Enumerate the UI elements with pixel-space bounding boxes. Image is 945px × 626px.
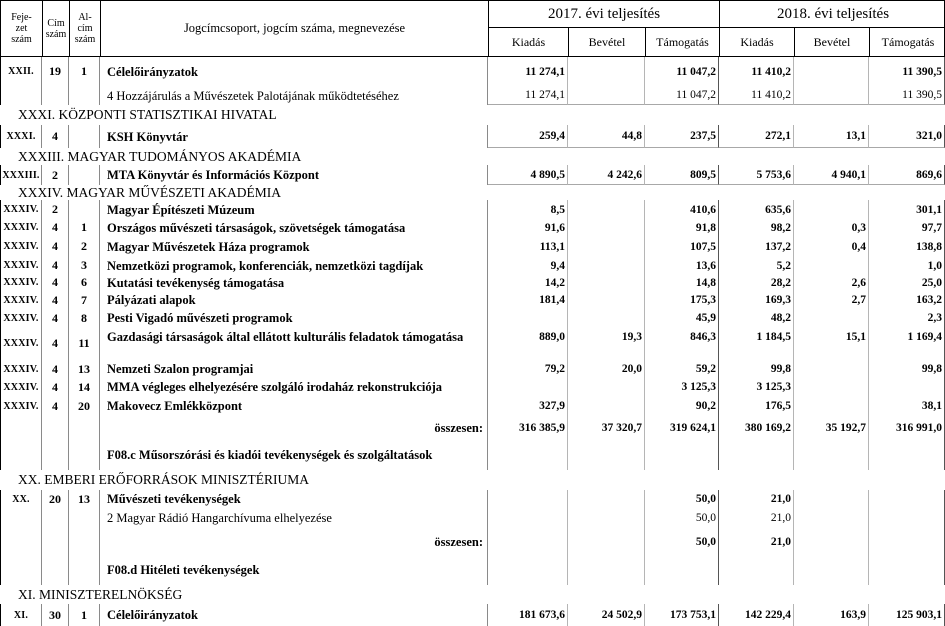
value-cell-tamogatas-2017 bbox=[645, 440, 719, 470]
section-header-row bbox=[0, 148, 945, 165]
cim-cell: 4 bbox=[42, 236, 69, 257]
section-header-row bbox=[0, 185, 945, 200]
name-cell: Kutatási tevékenység támogatása bbox=[100, 274, 488, 291]
value-cell-tamogatas-2018: 25,0 bbox=[869, 274, 945, 291]
col-header-cim-szam: Cím szám bbox=[43, 1, 70, 56]
fejezet-cell: XXII. bbox=[0, 57, 42, 86]
fejezet-cell: XXXIII. bbox=[0, 165, 42, 185]
value-cell-kiadas-2018: 272,1 bbox=[719, 125, 794, 148]
value-cell-bevetel-2017 bbox=[568, 236, 645, 257]
value-cell-kiadas-2017: 11 274,1 bbox=[488, 86, 568, 105]
value-cell-bevetel-2017 bbox=[568, 86, 645, 105]
alcim-cell: 14 bbox=[69, 378, 100, 396]
fejezet-cell: XXXIV. bbox=[0, 309, 42, 327]
fejezet-cell: XXXIV. bbox=[0, 291, 42, 309]
value-cell-kiadas-2017: 113,1 bbox=[488, 236, 568, 257]
alcim-cell: 2 bbox=[69, 236, 100, 257]
value-cell-kiadas-2017 bbox=[488, 378, 568, 396]
section-title: XXXIII. MAGYAR TUDOMÁNYOS AKADÉMIA bbox=[18, 148, 302, 164]
value-cell-tamogatas-2017: 91,8 bbox=[645, 219, 719, 236]
alcim-cell: 20 bbox=[69, 396, 100, 416]
fejezet-cell: XXXIV. bbox=[0, 219, 42, 236]
cim-cell bbox=[42, 440, 69, 470]
value-cell-kiadas-2017: 11 274,1 bbox=[488, 57, 568, 86]
table-row bbox=[0, 165, 945, 185]
section-title: XX. EMBERI ERŐFORRÁSOK MINISZTÉRIUMA bbox=[18, 472, 310, 487]
value-cell-kiadas-2017: 14,2 bbox=[488, 274, 568, 291]
col-header-bevetel-2017: Bevétel bbox=[569, 28, 646, 56]
value-cell-bevetel-2017 bbox=[568, 528, 645, 555]
section-header-row bbox=[0, 470, 945, 490]
value-cell-kiadas-2018: 21,0 bbox=[719, 528, 794, 555]
cim-cell bbox=[42, 86, 69, 105]
value-cell-tamogatas-2018: 163,2 bbox=[869, 291, 945, 309]
value-cell-bevetel-2018 bbox=[794, 309, 869, 327]
cim-cell: 2 bbox=[42, 165, 69, 185]
alcim-cell bbox=[69, 440, 100, 470]
name-cell: Művészeti tevékenységek bbox=[100, 490, 488, 508]
value-cell-kiadas-2018: 98,2 bbox=[719, 219, 794, 236]
name-cell: MMA végleges elhelyezésére szolgáló irodaház rekonstrukciója bbox=[100, 378, 488, 396]
value-cell-bevetel-2018 bbox=[794, 528, 869, 555]
table-body bbox=[0, 57, 945, 626]
cim-cell: 20 bbox=[42, 490, 69, 508]
value-cell-tamogatas-2017: 175,3 bbox=[645, 291, 719, 309]
value-cell-bevetel-2017: 4 242,6 bbox=[568, 165, 645, 185]
table-row bbox=[0, 57, 945, 86]
cim-cell: 4 bbox=[42, 378, 69, 396]
cim-cell: 4 bbox=[42, 219, 69, 236]
table-row bbox=[0, 291, 945, 309]
name-cell: összesen: bbox=[100, 528, 488, 555]
value-cell-bevetel-2018: 15,1 bbox=[794, 327, 869, 360]
value-cell-bevetel-2017: 24 502,9 bbox=[568, 604, 645, 626]
cim-cell bbox=[42, 528, 69, 555]
value-cell-kiadas-2018: 21,0 bbox=[719, 508, 794, 528]
fejezet-cell bbox=[0, 86, 42, 105]
value-cell-bevetel-2017 bbox=[568, 291, 645, 309]
name-cell: 2 Magyar Rádió Hangarchívuma elhelyezése bbox=[100, 508, 488, 528]
fejezet-cell: XXXIV. bbox=[0, 236, 42, 257]
fejezet-cell: XI. bbox=[0, 604, 42, 626]
value-cell-bevetel-2018: 4 940,1 bbox=[794, 165, 869, 185]
value-cell-tamogatas-2018: 38,1 bbox=[869, 396, 945, 416]
value-cell-kiadas-2018: 3 125,3 bbox=[719, 378, 794, 396]
value-cell-tamogatas-2018: 301,1 bbox=[869, 200, 945, 219]
total-row bbox=[0, 528, 945, 555]
cim-cell: 30 bbox=[42, 604, 69, 626]
value-cell-tamogatas-2018: 138,8 bbox=[869, 236, 945, 257]
name-cell: Célelőirányzatok bbox=[100, 604, 488, 626]
value-cell-bevetel-2018 bbox=[794, 490, 869, 508]
value-cell-kiadas-2018: 21,0 bbox=[719, 490, 794, 508]
table-row bbox=[0, 125, 945, 148]
cim-cell bbox=[42, 416, 69, 440]
alcim-cell bbox=[69, 86, 100, 105]
table-row bbox=[0, 396, 945, 416]
fejezet-cell: XXXIV. bbox=[0, 327, 42, 360]
alcim-cell bbox=[69, 165, 100, 185]
total-row bbox=[0, 416, 945, 440]
value-cell-kiadas-2017: 327,9 bbox=[488, 396, 568, 416]
table-row bbox=[0, 490, 945, 508]
value-cell-kiadas-2018: 1 184,5 bbox=[719, 327, 794, 360]
note-row bbox=[0, 440, 945, 470]
value-cell-kiadas-2017: 181 673,6 bbox=[488, 604, 568, 626]
value-cell-bevetel-2018: 0,3 bbox=[794, 219, 869, 236]
value-cell-kiadas-2018: 11 410,2 bbox=[719, 86, 794, 105]
table-row bbox=[0, 274, 945, 291]
name-cell: Nemzeti Szalon programjai bbox=[100, 360, 488, 378]
value-cell-kiadas-2018: 137,2 bbox=[719, 236, 794, 257]
value-cell-tamogatas-2018: 99,8 bbox=[869, 360, 945, 378]
name-cell: F08.d Hitéleti tevékenységek bbox=[100, 555, 488, 585]
name-cell: KSH Könyvtár bbox=[100, 125, 488, 148]
value-cell-bevetel-2017: 44,8 bbox=[568, 125, 645, 148]
value-cell-kiadas-2017 bbox=[488, 555, 568, 585]
value-cell-kiadas-2018: 99,8 bbox=[719, 360, 794, 378]
table-row bbox=[0, 327, 945, 360]
value-cell-kiadas-2018: 176,5 bbox=[719, 396, 794, 416]
value-cell-tamogatas-2018: 2,3 bbox=[869, 309, 945, 327]
value-cell-kiadas-2017: 259,4 bbox=[488, 125, 568, 148]
value-cell-kiadas-2018: 169,3 bbox=[719, 291, 794, 309]
value-cell-bevetel-2018 bbox=[794, 360, 869, 378]
alcim-cell: 13 bbox=[69, 490, 100, 508]
fejezet-cell: XXXIV. bbox=[0, 360, 42, 378]
fejezet-cell bbox=[0, 528, 42, 555]
alcim-cell bbox=[69, 528, 100, 555]
table-row bbox=[0, 257, 945, 274]
cim-cell: 4 bbox=[42, 125, 69, 148]
cim-cell: 4 bbox=[42, 309, 69, 327]
cim-cell: 4 bbox=[42, 327, 69, 360]
table-row bbox=[0, 378, 945, 396]
value-cell-bevetel-2018 bbox=[794, 200, 869, 219]
col-header-bevetel-2018: Bevétel bbox=[795, 28, 870, 56]
value-cell-bevetel-2018: 2,7 bbox=[794, 291, 869, 309]
value-cell-bevetel-2018 bbox=[794, 555, 869, 585]
name-cell: Gazdasági társaságok által ellátott kulturális feladatok támogatása bbox=[100, 327, 488, 360]
value-cell-bevetel-2017: 20,0 bbox=[568, 360, 645, 378]
name-cell: Magyar Művészetek Háza programok bbox=[100, 236, 488, 257]
name-cell: MTA Könyvtár és Információs Központ bbox=[100, 165, 488, 185]
value-cell-tamogatas-2018 bbox=[869, 378, 945, 396]
value-cell-bevetel-2018: 163,9 bbox=[794, 604, 869, 626]
fejezet-cell bbox=[0, 416, 42, 440]
value-cell-bevetel-2018: 0,4 bbox=[794, 236, 869, 257]
col-header-alcim-szam: Al- cím szám bbox=[70, 1, 101, 56]
section-header-row bbox=[0, 105, 945, 125]
value-cell-tamogatas-2018 bbox=[869, 555, 945, 585]
value-cell-bevetel-2017: 19,3 bbox=[568, 327, 645, 360]
table-row bbox=[0, 219, 945, 236]
alcim-cell bbox=[69, 416, 100, 440]
alcim-cell: 7 bbox=[69, 291, 100, 309]
table-row bbox=[0, 360, 945, 378]
alcim-cell bbox=[69, 508, 100, 528]
value-cell-tamogatas-2017: 3 125,3 bbox=[645, 378, 719, 396]
section-title: XXXIV. MAGYAR MŰVÉSZETI AKADÉMIA bbox=[18, 185, 281, 200]
fejezet-cell: XXXI. bbox=[0, 125, 42, 148]
table-row bbox=[0, 508, 945, 528]
col-header-kiadas-2018: Kiadás bbox=[720, 28, 795, 56]
value-cell-tamogatas-2018: 97,7 bbox=[869, 219, 945, 236]
value-cell-bevetel-2017 bbox=[568, 508, 645, 528]
table-row bbox=[0, 236, 945, 257]
value-cell-bevetel-2018 bbox=[794, 257, 869, 274]
value-cell-tamogatas-2017 bbox=[645, 555, 719, 585]
value-cell-tamogatas-2018 bbox=[869, 440, 945, 470]
fejezet-cell bbox=[0, 555, 42, 585]
fejezet-cell: XXXIV. bbox=[0, 257, 42, 274]
fejezet-cell: XXXIV. bbox=[0, 200, 42, 219]
col-header-year-2017: 2017. évi teljesítés bbox=[489, 1, 720, 28]
value-cell-kiadas-2018: 48,2 bbox=[719, 309, 794, 327]
alcim-cell bbox=[69, 200, 100, 219]
value-cell-tamogatas-2018: 1 169,4 bbox=[869, 327, 945, 360]
value-cell-kiadas-2017: 4 890,5 bbox=[488, 165, 568, 185]
fejezet-cell: XXXIV. bbox=[0, 396, 42, 416]
alcim-cell: 1 bbox=[69, 219, 100, 236]
value-cell-tamogatas-2017: 11 047,2 bbox=[645, 57, 719, 86]
col-header-kiadas-2017: Kiadás bbox=[489, 28, 569, 56]
value-cell-kiadas-2018: 5 753,6 bbox=[719, 165, 794, 185]
value-cell-tamogatas-2017: 14,8 bbox=[645, 274, 719, 291]
value-cell-kiadas-2017: 316 385,9 bbox=[488, 416, 568, 440]
value-cell-bevetel-2017 bbox=[568, 274, 645, 291]
value-cell-tamogatas-2017: 50,0 bbox=[645, 490, 719, 508]
value-cell-kiadas-2017: 8,5 bbox=[488, 200, 568, 219]
name-cell: F08.c Műsorszórási és kiadói tevékenységek és szolgáltatások bbox=[100, 440, 488, 470]
value-cell-kiadas-2018: 142 229,4 bbox=[719, 604, 794, 626]
value-cell-bevetel-2018 bbox=[794, 440, 869, 470]
name-cell: összesen: bbox=[100, 416, 488, 440]
value-cell-kiadas-2017: 889,0 bbox=[488, 327, 568, 360]
value-cell-kiadas-2017: 79,2 bbox=[488, 360, 568, 378]
value-cell-tamogatas-2017: 13,6 bbox=[645, 257, 719, 274]
cim-cell: 4 bbox=[42, 291, 69, 309]
value-cell-kiadas-2017: 181,4 bbox=[488, 291, 568, 309]
value-cell-kiadas-2017 bbox=[488, 309, 568, 327]
value-cell-tamogatas-2017: 45,9 bbox=[645, 309, 719, 327]
value-cell-bevetel-2018 bbox=[794, 508, 869, 528]
col-header-megnevezes: Jogcímcsoport, jogcím száma, megnevezése bbox=[101, 1, 489, 56]
value-cell-bevetel-2017 bbox=[568, 257, 645, 274]
value-cell-tamogatas-2017: 50,0 bbox=[645, 508, 719, 528]
cim-cell: 19 bbox=[42, 57, 69, 86]
value-cell-tamogatas-2017: 809,5 bbox=[645, 165, 719, 185]
value-cell-tamogatas-2018: 11 390,5 bbox=[869, 86, 945, 105]
value-cell-kiadas-2018: 28,2 bbox=[719, 274, 794, 291]
value-cell-kiadas-2018: 380 169,2 bbox=[719, 416, 794, 440]
value-cell-kiadas-2017: 91,6 bbox=[488, 219, 568, 236]
value-cell-kiadas-2017 bbox=[488, 440, 568, 470]
value-cell-kiadas-2018: 635,6 bbox=[719, 200, 794, 219]
section-title: XI. MINISZTERELNÖKSÉG bbox=[18, 586, 183, 602]
value-cell-tamogatas-2017: 50,0 bbox=[645, 528, 719, 555]
alcim-cell: 6 bbox=[69, 274, 100, 291]
alcim-cell: 13 bbox=[69, 360, 100, 378]
name-cell: Magyar Építészeti Múzeum bbox=[100, 200, 488, 219]
value-cell-bevetel-2018 bbox=[794, 57, 869, 86]
value-cell-tamogatas-2017: 237,5 bbox=[645, 125, 719, 148]
fejezet-cell bbox=[0, 440, 42, 470]
value-cell-tamogatas-2017: 173 753,1 bbox=[645, 604, 719, 626]
section-title: XXXI. KÖZPONTI STATISZTIKAI HIVATAL bbox=[18, 107, 277, 122]
table-row bbox=[0, 200, 945, 219]
value-cell-kiadas-2018 bbox=[719, 555, 794, 585]
name-cell: Nemzetközi programok, konferenciák, nemzetközi tagdíjak bbox=[100, 257, 488, 274]
value-cell-tamogatas-2017: 59,2 bbox=[645, 360, 719, 378]
value-cell-bevetel-2017: 37 320,7 bbox=[568, 416, 645, 440]
value-cell-kiadas-2018: 5,2 bbox=[719, 257, 794, 274]
section-header-row bbox=[0, 585, 945, 604]
alcim-cell bbox=[69, 125, 100, 148]
cim-cell: 4 bbox=[42, 360, 69, 378]
value-cell-bevetel-2017 bbox=[568, 309, 645, 327]
col-header-tamogatas-2017: Támogatás bbox=[646, 28, 720, 56]
table-row bbox=[0, 86, 945, 105]
value-cell-tamogatas-2018 bbox=[869, 528, 945, 555]
alcim-cell: 11 bbox=[69, 327, 100, 360]
name-cell: Pályázati alapok bbox=[100, 291, 488, 309]
fejezet-cell: XX. bbox=[0, 490, 42, 508]
value-cell-kiadas-2017 bbox=[488, 508, 568, 528]
value-cell-bevetel-2017 bbox=[568, 490, 645, 508]
col-header-fejezet-szam: Feje- zet szám bbox=[1, 1, 43, 56]
name-cell: Célelőirányzatok bbox=[100, 57, 488, 86]
value-cell-bevetel-2018 bbox=[794, 86, 869, 105]
table-row bbox=[0, 309, 945, 327]
cim-cell bbox=[42, 508, 69, 528]
value-cell-tamogatas-2018: 11 390,5 bbox=[869, 57, 945, 86]
value-cell-tamogatas-2018: 869,6 bbox=[869, 165, 945, 185]
alcim-cell bbox=[69, 555, 100, 585]
value-cell-kiadas-2018: 11 410,2 bbox=[719, 57, 794, 86]
cim-cell bbox=[42, 555, 69, 585]
cim-cell: 4 bbox=[42, 274, 69, 291]
value-cell-bevetel-2017 bbox=[568, 396, 645, 416]
cim-cell: 4 bbox=[42, 257, 69, 274]
fejezet-cell bbox=[0, 508, 42, 528]
value-cell-tamogatas-2017: 107,5 bbox=[645, 236, 719, 257]
value-cell-bevetel-2017 bbox=[568, 555, 645, 585]
fejezet-cell: XXXIV. bbox=[0, 378, 42, 396]
fejezet-cell: XXXIV. bbox=[0, 274, 42, 291]
name-cell: 4 Hozzájárulás a Művészetek Palotájának működtetéséhez bbox=[100, 86, 488, 105]
alcim-cell: 1 bbox=[69, 57, 100, 86]
value-cell-bevetel-2018: 13,1 bbox=[794, 125, 869, 148]
value-cell-tamogatas-2018: 321,0 bbox=[869, 125, 945, 148]
value-cell-kiadas-2018 bbox=[719, 440, 794, 470]
value-cell-bevetel-2018 bbox=[794, 396, 869, 416]
alcim-cell: 1 bbox=[69, 604, 100, 626]
value-cell-tamogatas-2017: 11 047,2 bbox=[645, 86, 719, 105]
table-header bbox=[0, 0, 945, 57]
table-row bbox=[0, 604, 945, 626]
alcim-cell: 3 bbox=[69, 257, 100, 274]
value-cell-tamogatas-2018: 125 903,1 bbox=[869, 604, 945, 626]
value-cell-tamogatas-2017: 90,2 bbox=[645, 396, 719, 416]
value-cell-bevetel-2017 bbox=[568, 440, 645, 470]
value-cell-tamogatas-2017: 319 624,1 bbox=[645, 416, 719, 440]
value-cell-tamogatas-2018: 1,0 bbox=[869, 257, 945, 274]
value-cell-bevetel-2017 bbox=[568, 378, 645, 396]
value-cell-kiadas-2017 bbox=[488, 528, 568, 555]
value-cell-bevetel-2017 bbox=[568, 57, 645, 86]
cim-cell: 4 bbox=[42, 396, 69, 416]
value-cell-tamogatas-2018: 316 991,0 bbox=[869, 416, 945, 440]
value-cell-kiadas-2017 bbox=[488, 490, 568, 508]
value-cell-bevetel-2018: 35 192,7 bbox=[794, 416, 869, 440]
value-cell-tamogatas-2018 bbox=[869, 490, 945, 508]
name-cell: Makovecz Emlékközpont bbox=[100, 396, 488, 416]
col-header-year-2018: 2018. évi teljesítés bbox=[720, 1, 945, 28]
name-cell: Országos művészeti társaságok, szövetségek támogatása bbox=[100, 219, 488, 236]
value-cell-bevetel-2017 bbox=[568, 219, 645, 236]
col-header-tamogatas-2018: Támogatás bbox=[881, 34, 935, 49]
name-cell: Pesti Vigadó művészeti programok bbox=[100, 309, 488, 327]
value-cell-tamogatas-2017: 846,3 bbox=[645, 327, 719, 360]
value-cell-tamogatas-2018 bbox=[869, 508, 945, 528]
value-cell-bevetel-2017 bbox=[568, 200, 645, 219]
value-cell-tamogatas-2017: 410,6 bbox=[645, 200, 719, 219]
cim-cell: 2 bbox=[42, 200, 69, 219]
alcim-cell: 8 bbox=[69, 309, 100, 327]
value-cell-bevetel-2018 bbox=[794, 378, 869, 396]
note-row bbox=[0, 555, 945, 585]
value-cell-bevetel-2018: 2,6 bbox=[794, 274, 869, 291]
value-cell-kiadas-2017: 9,4 bbox=[488, 257, 568, 274]
